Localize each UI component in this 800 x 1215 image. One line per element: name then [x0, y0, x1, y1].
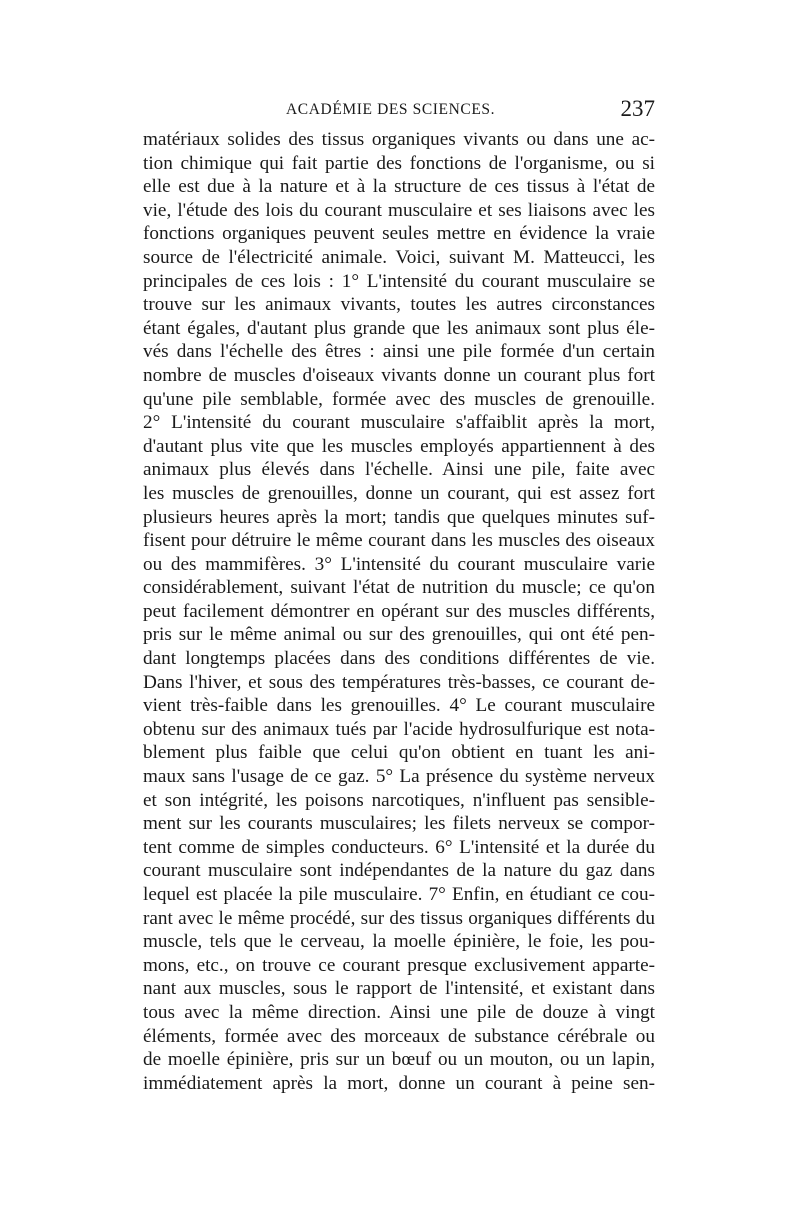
- text-line: mons, etc., on trouve ce courant presque exclusivement apparte-: [143, 954, 655, 976]
- text-line: tion chimique qui fait partie des fonctions de l'organisme, ou si: [143, 152, 655, 174]
- text-line: ment sur les courants musculaires; les filets nerveux se compor-: [143, 813, 655, 835]
- text-line: vés dans l'échelle des êtres : ainsi une pile formée d'un certain: [143, 341, 655, 363]
- text-line: éléments, formée avec des morceaux de substance cérébrale ou: [143, 1025, 655, 1047]
- text-line: vie, l'étude des lois du courant musculaire et ses liaisons avec les: [143, 199, 655, 221]
- text-line: courant musculaire sont indépendantes de la nature du gaz dans: [143, 860, 655, 882]
- text-line: et son intégrité, les poisons narcotiques, n'influent pas sensible-: [143, 789, 655, 811]
- text-line: blement plus faible que celui qu'on obtient en tuant les ani-: [143, 742, 655, 764]
- text-line: qu'une pile semblable, formée avec des muscles de grenouille.: [143, 388, 655, 410]
- text-line: de moelle épinière, pris sur un bœuf ou un mouton, ou un lapin,: [143, 1049, 655, 1071]
- text-line: 2° L'intensité du courant musculaire s'affaiblit après la mort,: [143, 412, 655, 434]
- text-line: source de l'électricité animale. Voici, suivant M. Matteucci, les: [143, 246, 655, 268]
- text-line: obtenu sur des animaux tués par l'acide hydrosulfurique est nota-: [143, 718, 655, 740]
- page-number: 237: [620, 96, 655, 121]
- text-line: principales de ces lois : 1° L'intensité du courant musculaire se: [143, 270, 655, 292]
- text-line: fonctions organiques peuvent seules mettre en évidence la vraie: [143, 223, 655, 245]
- text-line: peut facilement démontrer en opérant sur des muscles différents,: [143, 600, 655, 622]
- text-line: les muscles de grenouilles, donne un courant, qui est assez fort: [143, 482, 655, 504]
- text-line: ou des mammifères. 3° L'intensité du courant musculaire varie: [143, 553, 655, 575]
- text-line: tent comme de simples conducteurs. 6° L'intensité et la durée du: [143, 836, 655, 858]
- text-line: tous avec la même direction. Ainsi une pile de douze à vingt: [143, 1001, 655, 1023]
- text-line: d'autant plus vite que les muscles employés appartiennent à des: [143, 435, 655, 457]
- text-line: étant égales, d'autant plus grande que les animaux sont plus éle-: [143, 317, 655, 339]
- text-line: plusieurs heures après la mort; tandis que quelques minutes suf-: [143, 506, 655, 528]
- text-line: nant aux muscles, sous le rapport de l'intensité, et existant dans: [143, 978, 655, 1000]
- text-line: Dans l'hiver, et sous des températures très-basses, ce courant de-: [143, 671, 655, 693]
- text-line: trouve sur les animaux vivants, toutes les autres circonstances: [143, 294, 655, 316]
- text-line: immédiatement après la mort, donne un courant à peine sen-: [143, 1072, 655, 1094]
- text-line: muscle, tels que le cerveau, la moelle épinière, le foie, les pou-: [143, 931, 655, 953]
- text-line: animaux plus élevés dans l'échelle. Ainsi une pile, faite avec: [143, 459, 655, 481]
- text-line: fisent pour détruire le même courant dans les muscles des oiseaux: [143, 530, 655, 552]
- text-line: elle est due à la nature et à la structure de ces tissus à l'état de: [143, 176, 655, 198]
- header-title: ACADÉMIE DES SCIENCES.: [286, 101, 496, 118]
- text-line: rant avec le même procédé, sur des tissus organiques différents du: [143, 907, 655, 929]
- text-line: pris sur le même animal ou sur des grenouilles, qui ont été pen-: [143, 624, 655, 646]
- text-line: vient très-faible dans les grenouilles. 4° Le courant musculaire: [143, 695, 655, 717]
- text-line: nombre de muscles d'oiseaux vivants donne un courant plus fort: [143, 364, 655, 386]
- text-line: matériaux solides des tissus organiques vivants ou dans une ac-: [143, 129, 655, 150]
- body-text: [143, 128, 655, 1095]
- text-line: considérablement, suivant l'état de nutrition du muscle; ce qu'on: [143, 577, 655, 599]
- text-line: lequel est placée la pile musculaire. 7° Enfin, en étudiant ce cou-: [143, 884, 655, 905]
- text-line: maux sans l'usage de ce gaz. 5° La présence du système nerveux: [143, 766, 655, 788]
- running-header: [143, 97, 655, 125]
- text-line: dant longtemps placées dans des conditions différentes de vie.: [143, 648, 655, 670]
